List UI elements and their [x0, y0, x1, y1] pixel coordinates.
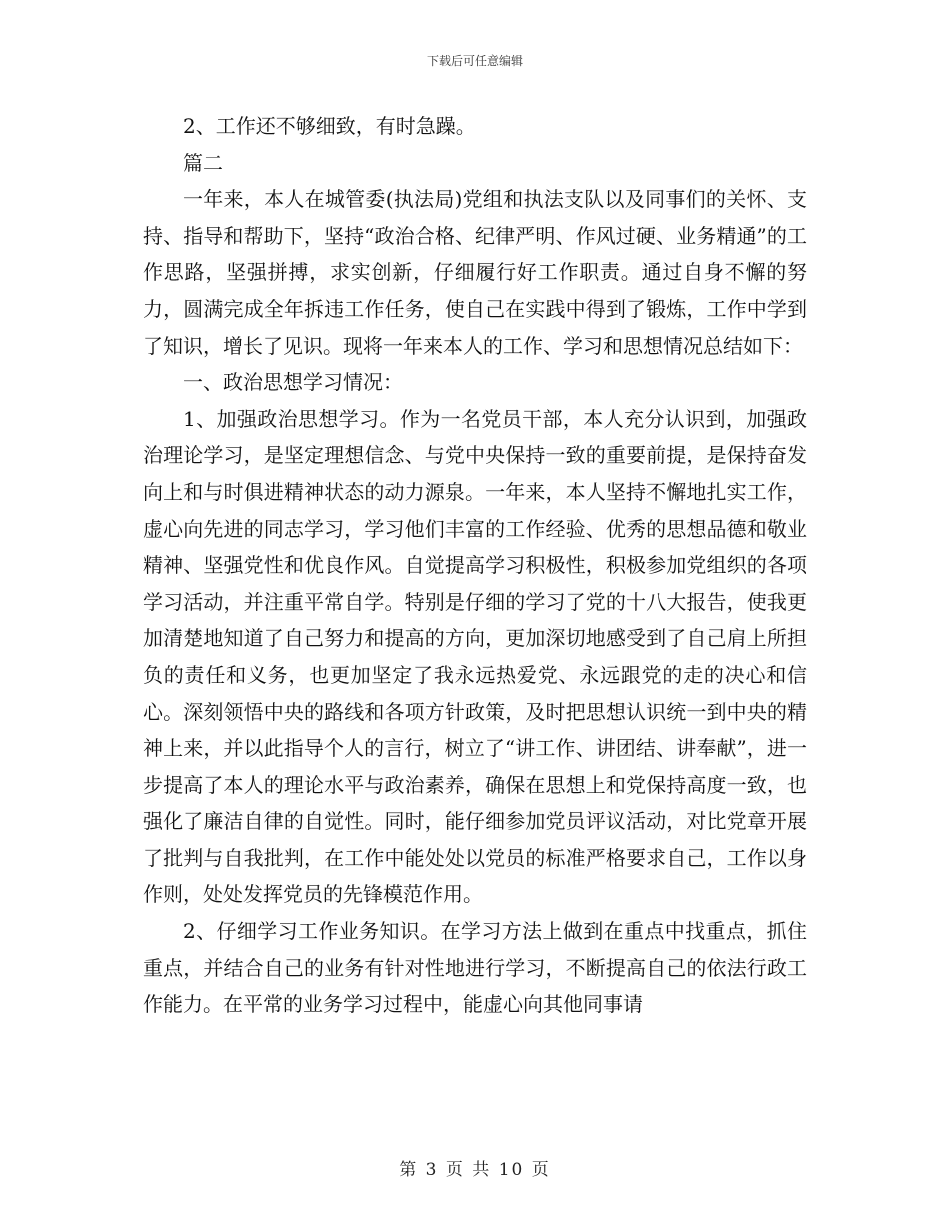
page-number: 第 3 页 共 10 页	[399, 1160, 551, 1180]
page-header: 下载后可任意编辑	[426, 54, 523, 68]
document-body	[143, 108, 807, 1023]
paragraph: 2、工作还不够细致，有时急躁。	[183, 114, 476, 138]
paragraph: 1、加强政治思想学习。作为一名党员干部，本人充分认识到，加强政治理论学习，是坚定理想信念、与党中央保持一致的重要前提，是保持奋发向上和与时俱进精神状态的动力源泉。一年来，本人坚持不懈地扎实工作，虚心向先进的同志学习，学习他们丰富的工作经验、优秀的思想品德和敬业精神、坚强党性和优良作风。自觉提高学习积极性，积极参加党组织的各项学习活动，并注重平常自学。特别是仔细的学习了党的十八大报告，使我更加清楚地知道了自己努力和提高的方向，更加深切地感受到了自己肩上所担负的责任和义务，也更加坚定了我永远热爱党、永远跟党的走的决心和信心。深刻领悟中央的路线和各项方针政策，及时把思想认识统一到中央的精神上来，并以此指导个人的言行，树立了“讲工作、讲团结、讲奉献”，进一步提高了本人的理论水平与政治素养，确保在思想上和党保持高度一致，也强化了廉洁自律的自觉性。同时，能仔细参加党员评议活动，对比党章开展了批判与自我批判，在工作中能处处以党员的标准严格要求自己，工作以身作则，处处发挥党员的先锋模范作用。	[143, 406, 807, 907]
section-heading: 一、政治思想学习情况：	[183, 370, 403, 395]
paragraph: 一年来，本人在城管委(执法局)党组和执法支队以及同事们的关怀、支持、指导和帮助下，坚持“政治合格、纪律严明、作风过硬、业务精通”的工作思路，坚强拼搏，求实创新，仔细履行好工作职责。通过自身不懈的努力，圆满完成全年拆违工作任务，使自己在实践中得到了锻炼，工作中学到了知识，增长了见识。现将一年来本人的工作、学习和思想情况总结如下：	[143, 187, 807, 358]
section-heading: 篇二	[183, 150, 223, 175]
paragraph: 2、仔细学习工作业务知识。在学习方法上做到在重点中找重点，抓住重点，并结合自己的业务有针对性地进行学习，不断提高自己的依法行政工作能力。在平常的业务学习过程中，能虚心向其他同事请	[143, 919, 807, 1017]
